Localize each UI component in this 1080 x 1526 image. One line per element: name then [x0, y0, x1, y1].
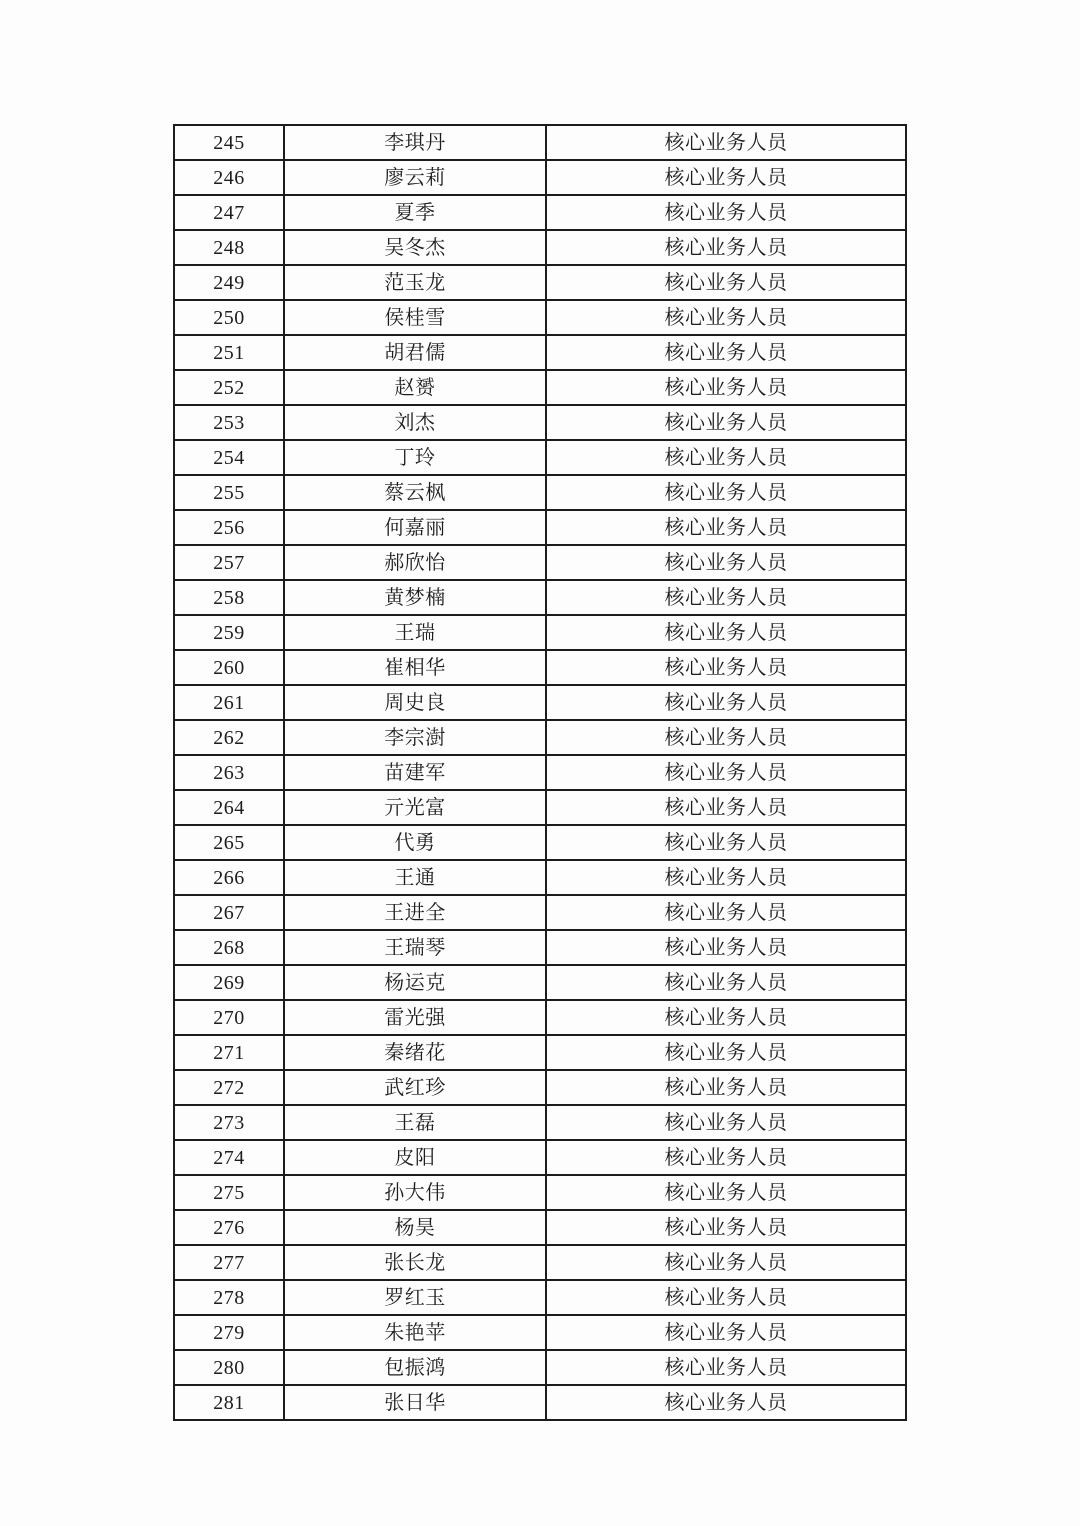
cell-role: 核心业务人员	[546, 1035, 906, 1070]
cell-role: 核心业务人员	[546, 405, 906, 440]
table-row	[174, 825, 906, 860]
table-row	[174, 895, 906, 930]
cell-no: 271	[174, 1035, 284, 1070]
table-row	[174, 335, 906, 370]
cell-name: 何嘉丽	[284, 510, 546, 545]
table-row	[174, 1350, 906, 1385]
cell-name: 雷光强	[284, 1000, 546, 1035]
table-row	[174, 405, 906, 440]
table-row	[174, 125, 906, 160]
cell-no: 264	[174, 790, 284, 825]
cell-role: 核心业务人员	[546, 230, 906, 265]
cell-no: 260	[174, 650, 284, 685]
table-row	[174, 615, 906, 650]
cell-no: 277	[174, 1245, 284, 1280]
cell-role: 核心业务人员	[546, 1385, 906, 1420]
cell-role: 核心业务人员	[546, 1210, 906, 1245]
cell-no: 261	[174, 685, 284, 720]
cell-no: 265	[174, 825, 284, 860]
table-row	[174, 370, 906, 405]
cell-name: 胡君儒	[284, 335, 546, 370]
cell-role: 核心业务人员	[546, 1280, 906, 1315]
cell-role: 核心业务人员	[546, 650, 906, 685]
cell-name: 夏季	[284, 195, 546, 230]
cell-name: 孙大伟	[284, 1175, 546, 1210]
cell-no: 267	[174, 895, 284, 930]
cell-name: 吴冬杰	[284, 230, 546, 265]
cell-name: 皮阳	[284, 1140, 546, 1175]
cell-no: 269	[174, 965, 284, 1000]
cell-no: 257	[174, 545, 284, 580]
cell-name: 杨运克	[284, 965, 546, 1000]
cell-name: 丁玲	[284, 440, 546, 475]
cell-no: 258	[174, 580, 284, 615]
cell-no: 247	[174, 195, 284, 230]
cell-name: 黄梦楠	[284, 580, 546, 615]
cell-role: 核心业务人员	[546, 510, 906, 545]
cell-role: 核心业务人员	[546, 1105, 906, 1140]
cell-role: 核心业务人员	[546, 335, 906, 370]
cell-no: 259	[174, 615, 284, 650]
cell-name: 侯桂雪	[284, 300, 546, 335]
table-row	[174, 860, 906, 895]
cell-name: 李琪丹	[284, 125, 546, 160]
table-row	[174, 1035, 906, 1070]
cell-role: 核心业务人员	[546, 1070, 906, 1105]
cell-no: 256	[174, 510, 284, 545]
cell-role: 核心业务人员	[546, 860, 906, 895]
table-row	[174, 790, 906, 825]
table-row	[174, 580, 906, 615]
table-row	[174, 1385, 906, 1420]
table-row	[174, 1175, 906, 1210]
cell-no: 254	[174, 440, 284, 475]
table-row	[174, 160, 906, 195]
cell-role: 核心业务人员	[546, 265, 906, 300]
table-row	[174, 195, 906, 230]
cell-no: 272	[174, 1070, 284, 1105]
cell-name: 王通	[284, 860, 546, 895]
table-row	[174, 685, 906, 720]
cell-name: 秦绪花	[284, 1035, 546, 1070]
cell-name: 周史良	[284, 685, 546, 720]
cell-name: 范玉龙	[284, 265, 546, 300]
cell-role: 核心业务人员	[546, 685, 906, 720]
table-row	[174, 1140, 906, 1175]
table-row	[174, 230, 906, 265]
cell-no: 276	[174, 1210, 284, 1245]
table-row	[174, 720, 906, 755]
cell-no: 270	[174, 1000, 284, 1035]
cell-name: 王磊	[284, 1105, 546, 1140]
cell-role: 核心业务人员	[546, 545, 906, 580]
cell-role: 核心业务人员	[546, 1000, 906, 1035]
cell-name: 廖云莉	[284, 160, 546, 195]
cell-no: 245	[174, 125, 284, 160]
cell-no: 279	[174, 1315, 284, 1350]
cell-no: 274	[174, 1140, 284, 1175]
table-row	[174, 1315, 906, 1350]
table-row	[174, 510, 906, 545]
table-row	[174, 475, 906, 510]
cell-role: 核心业务人员	[546, 1140, 906, 1175]
table-row	[174, 545, 906, 580]
cell-name: 罗红玉	[284, 1280, 546, 1315]
cell-name: 张日华	[284, 1385, 546, 1420]
cell-no: 251	[174, 335, 284, 370]
cell-name: 郝欣怡	[284, 545, 546, 580]
cell-role: 核心业务人员	[546, 125, 906, 160]
cell-no: 262	[174, 720, 284, 755]
cell-no: 275	[174, 1175, 284, 1210]
cell-role: 核心业务人员	[546, 1175, 906, 1210]
table-row	[174, 1000, 906, 1035]
cell-name: 王瑞琴	[284, 930, 546, 965]
cell-role: 核心业务人员	[546, 615, 906, 650]
cell-no: 248	[174, 230, 284, 265]
cell-role: 核心业务人员	[546, 370, 906, 405]
cell-role: 核心业务人员	[546, 895, 906, 930]
cell-name: 代勇	[284, 825, 546, 860]
table-row	[174, 440, 906, 475]
table-row	[174, 1245, 906, 1280]
personnel-table	[173, 124, 907, 1421]
table-row	[174, 1070, 906, 1105]
cell-no: 249	[174, 265, 284, 300]
cell-name: 李宗澍	[284, 720, 546, 755]
cell-name: 王进全	[284, 895, 546, 930]
cell-role: 核心业务人员	[546, 965, 906, 1000]
table-row	[174, 1280, 906, 1315]
cell-role: 核心业务人员	[546, 755, 906, 790]
cell-role: 核心业务人员	[546, 720, 906, 755]
cell-no: 266	[174, 860, 284, 895]
cell-name: 赵赟	[284, 370, 546, 405]
cell-role: 核心业务人员	[546, 195, 906, 230]
cell-no: 280	[174, 1350, 284, 1385]
cell-no: 273	[174, 1105, 284, 1140]
cell-name: 王瑞	[284, 615, 546, 650]
cell-role: 核心业务人员	[546, 1245, 906, 1280]
cell-no: 268	[174, 930, 284, 965]
cell-no: 253	[174, 405, 284, 440]
table-row	[174, 650, 906, 685]
cell-role: 核心业务人员	[546, 825, 906, 860]
cell-no: 255	[174, 475, 284, 510]
cell-role: 核心业务人员	[546, 930, 906, 965]
cell-no: 281	[174, 1385, 284, 1420]
cell-role: 核心业务人员	[546, 160, 906, 195]
table-row	[174, 755, 906, 790]
cell-name: 武红珍	[284, 1070, 546, 1105]
table-row	[174, 965, 906, 1000]
cell-no: 250	[174, 300, 284, 335]
cell-name: 亓光富	[284, 790, 546, 825]
cell-no: 263	[174, 755, 284, 790]
cell-name: 杨昊	[284, 1210, 546, 1245]
cell-role: 核心业务人员	[546, 1315, 906, 1350]
cell-name: 张长龙	[284, 1245, 546, 1280]
table-row	[174, 300, 906, 335]
cell-name: 崔相华	[284, 650, 546, 685]
cell-role: 核心业务人员	[546, 440, 906, 475]
cell-role: 核心业务人员	[546, 475, 906, 510]
table-row	[174, 1210, 906, 1245]
cell-name: 包振鸿	[284, 1350, 546, 1385]
personnel-table-body	[174, 125, 906, 1420]
cell-name: 刘杰	[284, 405, 546, 440]
table-row	[174, 1105, 906, 1140]
table-row	[174, 265, 906, 300]
cell-name: 朱艳苹	[284, 1315, 546, 1350]
cell-no: 252	[174, 370, 284, 405]
cell-role: 核心业务人员	[546, 790, 906, 825]
cell-no: 246	[174, 160, 284, 195]
cell-name: 蔡云枫	[284, 475, 546, 510]
cell-role: 核心业务人员	[546, 580, 906, 615]
cell-no: 278	[174, 1280, 284, 1315]
cell-name: 苗建军	[284, 755, 546, 790]
table-row	[174, 930, 906, 965]
cell-role: 核心业务人员	[546, 1350, 906, 1385]
cell-role: 核心业务人员	[546, 300, 906, 335]
